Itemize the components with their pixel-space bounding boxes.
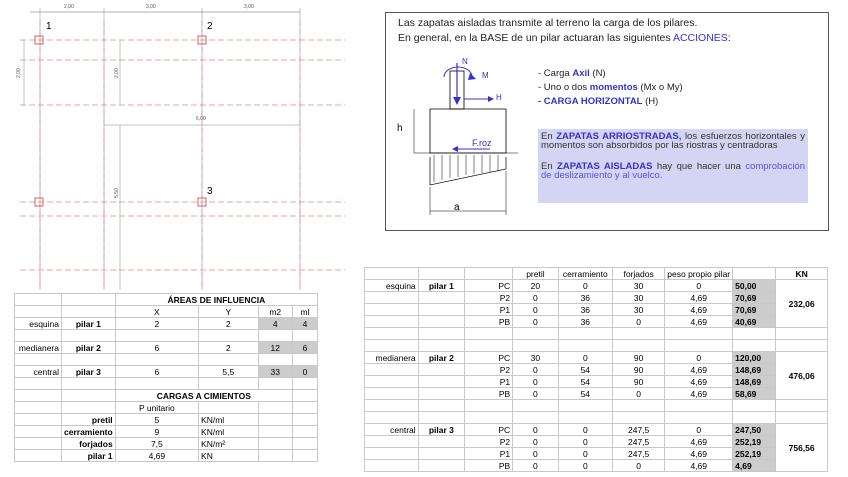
cell-pretil[interactable]: 0 [513,460,559,472]
floor-plan-drawing [0,0,380,290]
cell-peso[interactable]: 4,69 [665,304,733,316]
diagram-h-label: H [496,93,502,102]
row-pilar: pilar 2 [62,342,116,354]
group-total[interactable]: 232,06 [776,280,828,328]
cell-ml[interactable]: 6 [292,342,317,354]
areas-header-m2: m2 [258,306,292,318]
group-pilar: pilar 1 [418,280,464,292]
table-row [15,426,318,438]
row-type: medianera [15,342,62,354]
group-pilar [418,304,464,316]
cell-forjados[interactable]: 90 [612,376,664,388]
group-pilar [418,376,464,388]
cell-forjados[interactable]: 90 [612,352,664,364]
group-pilar [418,448,464,460]
cell-cerramiento[interactable]: 0 [558,352,612,364]
cell-peso[interactable]: 4,69 [665,364,733,376]
carga-value[interactable]: 9 [115,426,198,438]
node-label-2: 2 [207,21,213,32]
group-type [365,388,419,400]
loads-header-pretil: pretil [513,268,559,280]
group-type [365,448,419,460]
cell-forjados[interactable]: 30 [612,304,664,316]
carga-unit: KN [199,450,258,462]
cell-y[interactable]: 2 [199,342,258,354]
group-pilar [418,316,464,328]
table-row [15,342,318,354]
cell-peso[interactable]: 4,69 [665,376,733,388]
group-type [365,304,419,316]
cell-sum[interactable]: 247,50 [733,424,776,436]
acciones-label: ACCIONES [672,32,728,44]
info-line-2-end: : [727,32,731,44]
bullet-axil [538,68,606,79]
dim-left-1: 2,00 [16,68,22,78]
areas-header-x: X [115,306,198,318]
diagram-friction-label: F.roz [472,138,492,148]
group-type: medianera [365,352,419,364]
bullet-momentos-bold: momentos [589,82,638,93]
bullet-momentos-post: (Mx o My) [637,82,683,93]
cell-peso[interactable]: 0 [665,352,733,364]
info-line-2 [398,32,731,44]
cell-cerramiento[interactable]: 36 [558,304,612,316]
cell-pretil[interactable]: 30 [513,352,559,364]
cell-y[interactable]: 2 [199,318,258,330]
row-pilar: pilar 3 [62,366,116,378]
note-aisladas [541,162,805,180]
cell-pretil[interactable]: 0 [513,304,559,316]
carga-label: pilar 1 [62,450,116,462]
cargas-title: CARGAS A CIMIENTOS [115,390,292,402]
table-row [365,364,828,376]
note-arriostradas-pre: En [541,131,557,142]
carga-label: pretil [62,414,116,426]
carga-value[interactable]: 7,5 [115,438,198,450]
cell-cerramiento[interactable]: 54 [558,376,612,388]
cell-cerramiento[interactable]: 0 [558,280,612,292]
cell-sum[interactable]: 120,00 [733,352,776,364]
carga-unit: KN/ml [199,426,258,438]
loads-table [364,267,828,472]
note-arriostradas [541,132,805,150]
carga-label: forjados [62,438,116,450]
cell-cerramiento[interactable]: 36 [558,292,612,304]
group-type [365,376,419,388]
areas-title: ÁREAS DE INFLUENCIA [115,294,317,306]
table-row [15,414,318,426]
group-pilar [418,436,464,448]
node-label-1: 1 [46,21,52,32]
info-line-1: Las zapatas aisladas transmite al terreno la carga de los pilares. [398,17,698,29]
cell-pretil[interactable]: 0 [513,388,559,400]
cell-x[interactable]: 6 [115,342,198,354]
group-type [365,292,419,304]
cell-peso[interactable]: 4,69 [665,316,733,328]
floor-label: P2 [465,292,513,304]
cell-x[interactable]: 6 [115,366,198,378]
cell-pretil[interactable]: 0 [513,316,559,328]
cell-pretil[interactable]: 0 [513,376,559,388]
cell-sum[interactable]: 148,69 [733,376,776,388]
table-row [365,376,828,388]
group-pilar [418,388,464,400]
bullet-axil-bold: Axil [572,68,590,79]
floor-label: PC [465,352,513,364]
cell-forjados[interactable]: 247,5 [612,424,664,436]
dim-top-3: 3,00 [244,4,254,10]
note-aisladas-pre: En [541,161,558,172]
table-row [365,436,828,448]
footing-diagram [394,61,524,221]
cell-sum[interactable]: 252,19 [733,436,776,448]
group-pilar [418,460,464,472]
cell-ml[interactable]: 0 [292,366,317,378]
table-row [365,316,828,328]
group-pilar [418,292,464,304]
cell-y[interactable]: 5,5 [199,366,258,378]
floor-label: P1 [465,376,513,388]
bullet-momentos [538,82,683,93]
notes-box [538,129,808,203]
note-arriostradas-text: los esfuerzos horizontales y momentos son absorbidos por las riostras y centradoras [541,131,805,151]
cell-ml[interactable]: 4 [292,318,317,330]
areas-header-ml: ml [292,306,317,318]
cell-forjados[interactable]: 247,5 [612,436,664,448]
cell-pretil[interactable]: 0 [513,424,559,436]
cell-forjados[interactable]: 0 [612,460,664,472]
floor-plan-svg [0,0,380,290]
table-row [15,450,318,462]
row-type: esquina [15,318,62,330]
diagram-width-label: a [454,202,460,213]
floor-label: PB [465,460,513,472]
carga-unit: KN/ml [199,414,258,426]
bullet-axil-pre: - Carga [538,68,573,79]
cell-sum[interactable]: 70,69 [733,304,776,316]
cell-cerramiento[interactable]: 0 [558,460,612,472]
bullet-horizontal [538,96,658,107]
cell-cerramiento[interactable]: 0 [558,424,612,436]
info-panel [385,12,829,231]
floor-label: PC [465,424,513,436]
diagram-m-label: M [482,71,489,80]
table-row [15,438,318,450]
diagram-n-label: N [462,57,468,66]
cell-cerramiento[interactable]: 0 [558,448,612,460]
areas-header-y: Y [199,306,258,318]
cell-cerramiento[interactable]: 54 [558,364,612,376]
bullet-axil-post: (N) [589,68,606,79]
carga-label: cerramiento [62,426,116,438]
group-pilar: pilar 2 [418,352,464,364]
cell-pretil[interactable]: 20 [513,280,559,292]
cell-pretil[interactable]: 0 [513,436,559,448]
floor-label: PB [465,316,513,328]
cell-sum[interactable]: 252,19 [733,448,776,460]
cell-cerramiento[interactable]: 0 [558,436,612,448]
group-total[interactable]: 476,06 [776,352,828,400]
loads-header-cerramiento: cerramiento [558,268,612,280]
table-row [365,304,828,316]
cell-peso[interactable]: 4,69 [665,436,733,448]
cell-peso[interactable]: 4,69 [665,292,733,304]
cell-peso[interactable]: 4,69 [665,448,733,460]
note-aisladas-text: hay que hacer una [652,161,746,172]
bullet-horizontal-post: (H) [642,96,659,107]
cell-forjados[interactable]: 90 [612,364,664,376]
group-type [365,436,419,448]
group-type [365,316,419,328]
row-pilar: pilar 1 [62,318,116,330]
table-row [365,280,828,292]
cell-cerramiento[interactable]: 36 [558,316,612,328]
loads-header-kn: KN [776,268,828,280]
loads-header-peso: peso propio pilar [665,268,733,280]
group-pilar: pilar 3 [418,424,464,436]
group-pilar [418,364,464,376]
table-row [365,424,828,436]
bullet-horizontal-bold: - CARGA HORIZONTAL [538,96,643,107]
dim-top-1: 2,00 [64,4,74,10]
table-row [365,460,828,472]
areas-table [14,293,318,462]
row-type: central [15,366,62,378]
cell-sum[interactable]: 70,69 [733,292,776,304]
group-type: esquina [365,280,419,292]
floor-label: P2 [465,436,513,448]
table-row [365,352,828,364]
note-aisladas-title: ZAPATAS AISLADAS [557,161,653,172]
loads-header-forjados: forjados [612,268,664,280]
node-label-3: 3 [207,186,213,197]
cargas-subtitle: P unitario [115,402,198,414]
cell-pretil[interactable]: 0 [513,292,559,304]
cell-forjados[interactable]: 0 [612,316,664,328]
cell-peso[interactable]: 4,69 [665,460,733,472]
cell-m2[interactable]: 33 [258,366,292,378]
group-total[interactable]: 756,56 [776,424,828,472]
group-type: central [365,424,419,436]
cell-forjados[interactable]: 0 [612,388,664,400]
cell-forjados[interactable]: 247,5 [612,448,664,460]
group-type [365,460,419,472]
info-line-2-text: En general, en la BASE de un pilar actuaran las siguientes [398,32,673,44]
table-row [365,448,828,460]
cell-x[interactable]: 2 [115,318,198,330]
cell-peso[interactable]: 0 [665,280,733,292]
cell-sum[interactable]: 50,00 [733,280,776,292]
cell-sum[interactable]: 58,69 [733,388,776,400]
table-row [15,366,318,378]
diagram-height-label: h [397,123,403,134]
cell-pretil[interactable]: 0 [513,364,559,376]
floor-label: P1 [465,448,513,460]
cell-sum[interactable]: 148,69 [733,364,776,376]
floor-label: P2 [465,364,513,376]
cell-peso[interactable]: 0 [665,424,733,436]
note-arriostradas-title: ZAPATAS ARRIOSTRADAS, [556,131,682,142]
dim-top-2: 3,00 [146,4,156,10]
cell-m2[interactable]: 12 [258,342,292,354]
floor-label: PC [465,280,513,292]
cell-forjados[interactable]: 30 [612,292,664,304]
dim-mid: 6,00 [196,116,206,122]
table-row [15,318,318,330]
bullet-momentos-pre: - Uno o dos [538,82,590,93]
group-type [365,364,419,376]
cell-cerramiento[interactable]: 54 [558,388,612,400]
floor-label: PB [465,388,513,400]
cell-forjados[interactable]: 30 [612,280,664,292]
cell-pretil[interactable]: 0 [513,448,559,460]
carga-unit: KN/m² [199,438,258,450]
note-aisladas-highlight: comprobación de deslizamiento y al vuelco. [541,161,805,181]
cell-peso[interactable]: 4,69 [665,388,733,400]
carga-value[interactable]: 5 [115,414,198,426]
floor-label: P1 [465,304,513,316]
cell-sum[interactable]: 40,69 [733,316,776,328]
table-row [365,292,828,304]
carga-value[interactable]: 4,69 [115,450,198,462]
table-row [365,388,828,400]
dim-left-2: 2,00 [114,68,120,78]
cell-sum[interactable]: 4,69 [733,460,776,472]
dim-left-3: 5,50 [114,188,120,198]
cell-m2[interactable]: 4 [258,318,292,330]
